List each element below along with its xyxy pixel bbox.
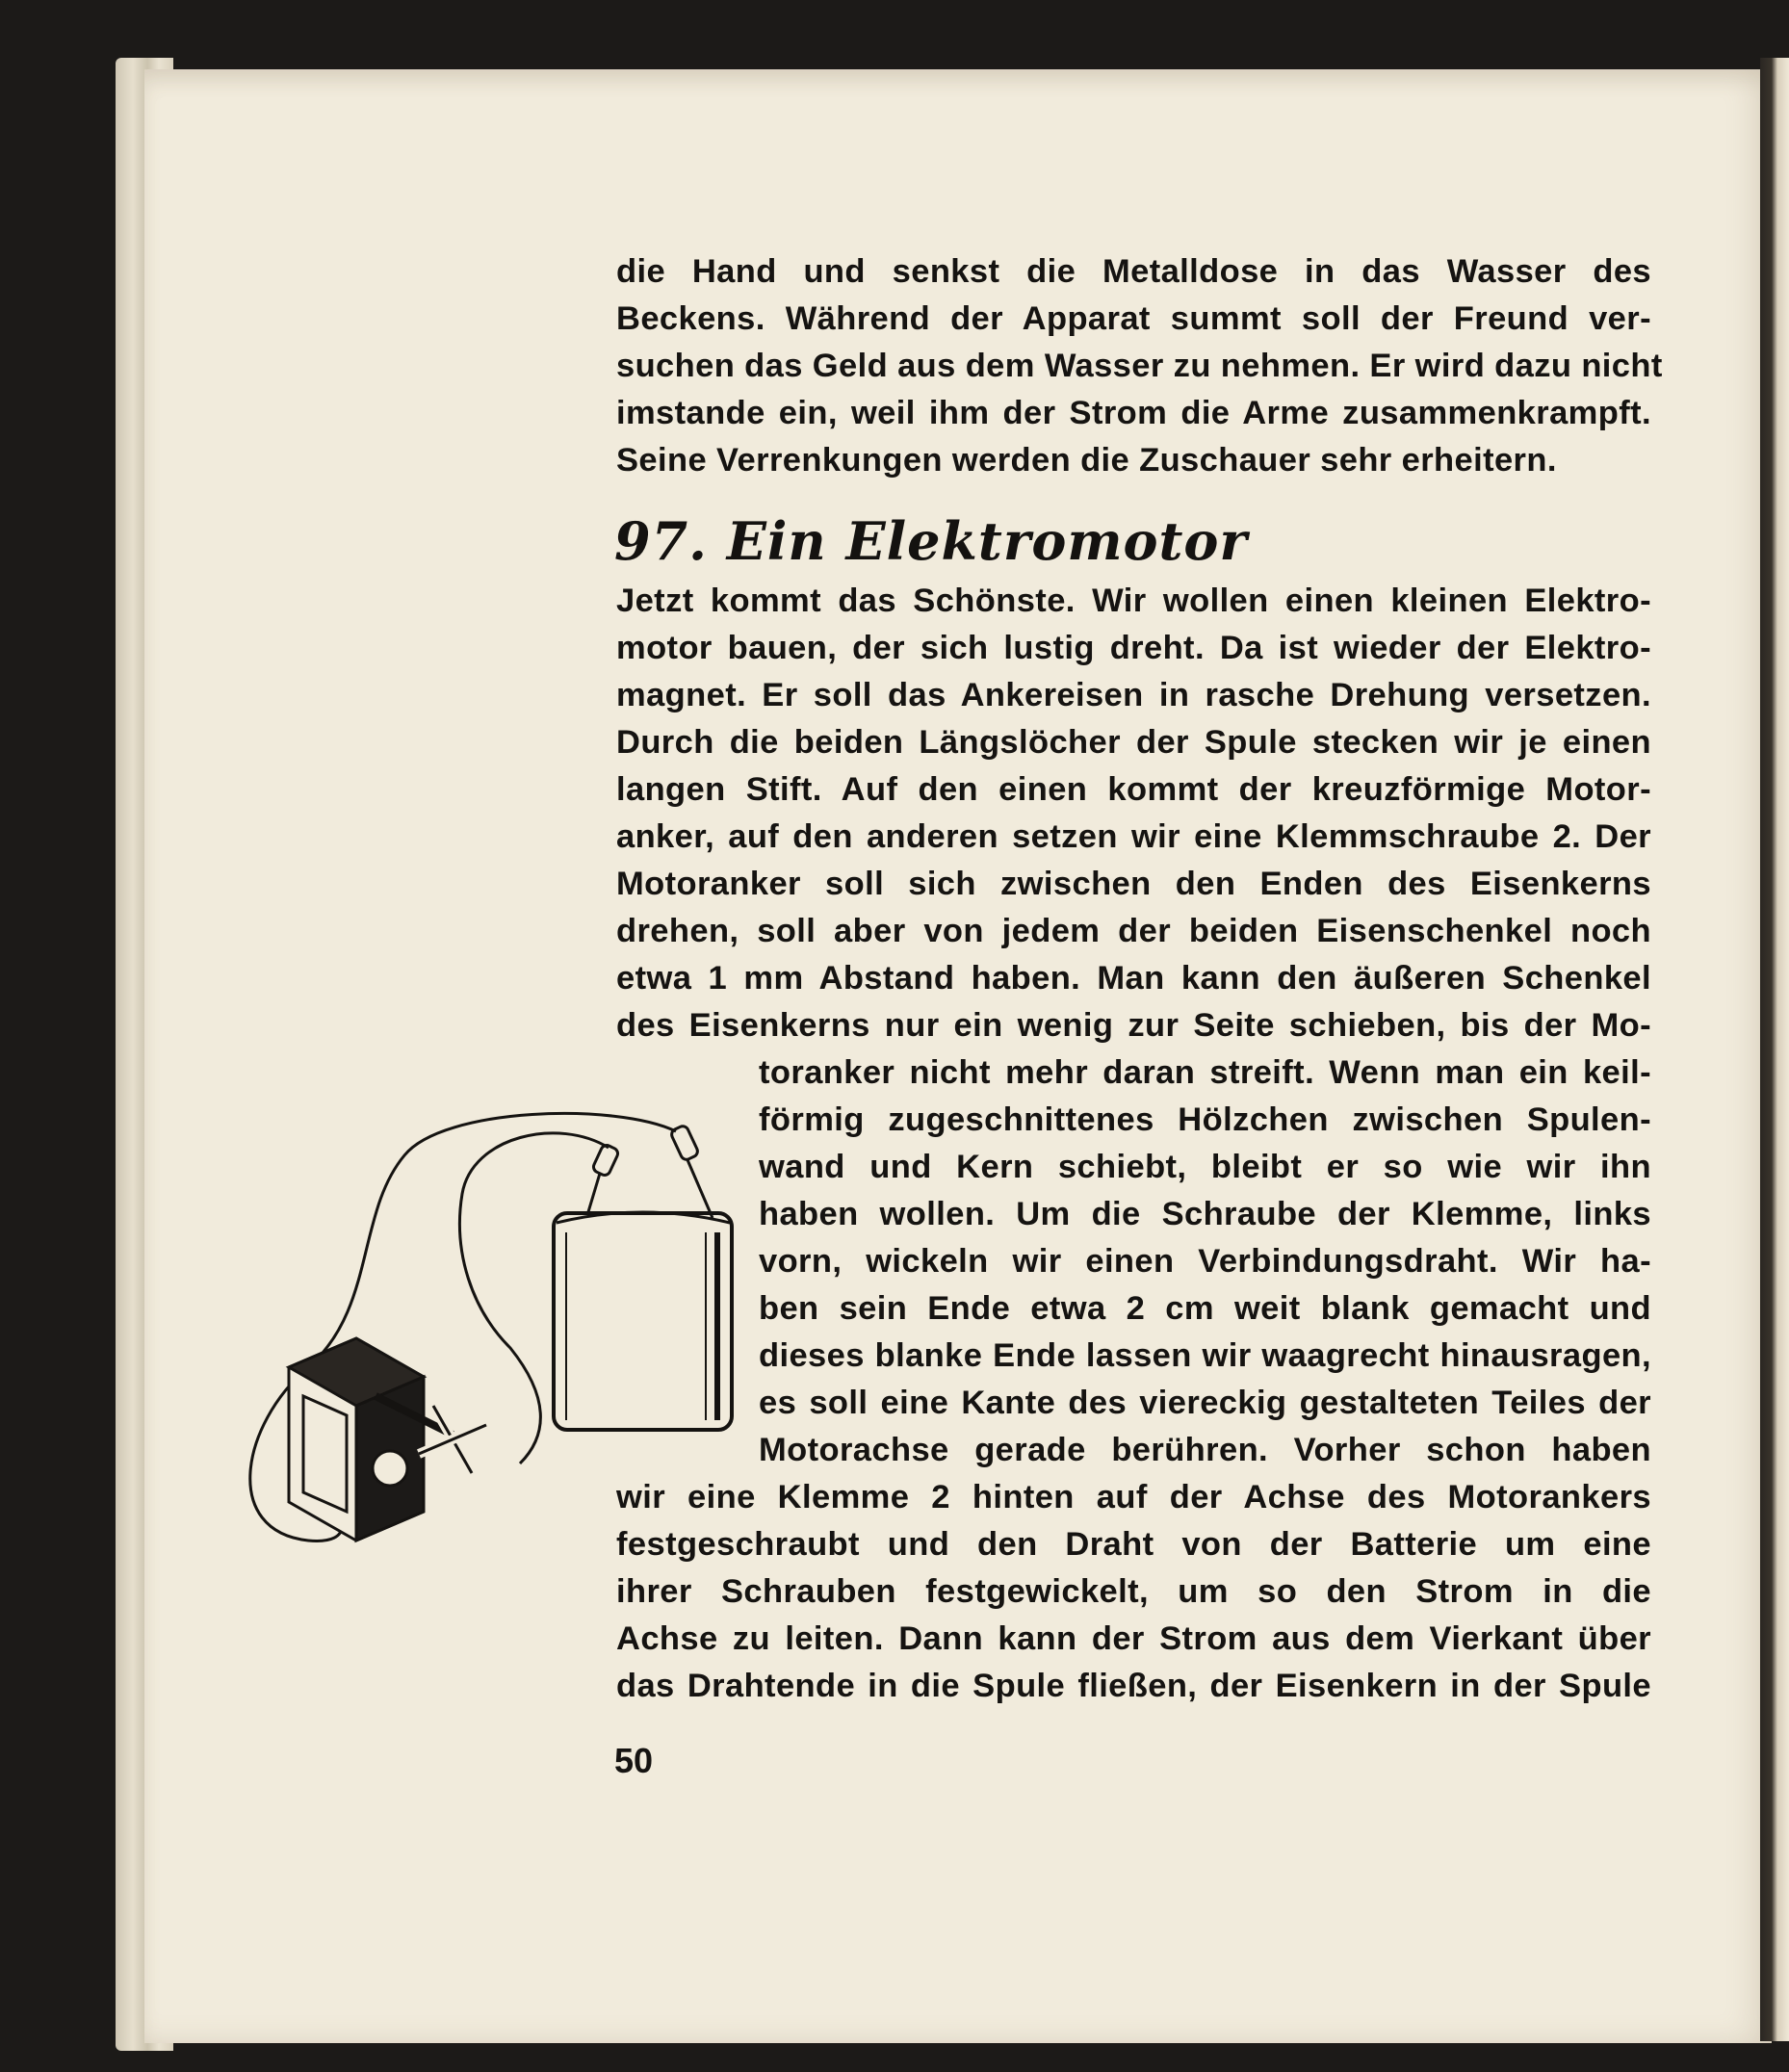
text-line: förmig zugeschnittenes Hölzchen zwischen Spulen-	[759, 1101, 1651, 1138]
text-line: toranker nicht mehr daran streift. Wenn man ein keil-	[759, 1054, 1651, 1091]
text-line: magnet. Er soll das Ankereisen in rasche Drehung versetzen.	[616, 677, 1651, 713]
text-line: wir eine Klemme 2 hinten auf der Achse des Motorankers	[616, 1479, 1651, 1515]
page-number: 50	[614, 1741, 654, 1780]
text-line: es soll eine Kante des viereckig gestalteten Teiles der	[759, 1385, 1651, 1421]
text-line: dieses blanke Ende lassen wir waagrecht hinausragen,	[759, 1337, 1651, 1374]
text-line: das Drahtende in die Spule fließen, der Eisenkern in der Spule	[616, 1668, 1651, 1704]
facing-page-edge	[1760, 58, 1789, 2041]
text-line: Seine Verrenkungen werden die Zuschauer sehr erheitern.	[616, 442, 1557, 479]
text-line: vorn, wickeln wir einen Verbindungsdraht. Wir ha-	[759, 1243, 1651, 1280]
electromotor-illustration	[231, 1088, 770, 1589]
text-line: Achse zu leiten. Dann kann der Strom aus dem Vierkant über	[616, 1620, 1651, 1657]
text-line: Beckens. Während der Apparat summt soll der Freund ver-	[616, 300, 1651, 337]
motor	[289, 1338, 486, 1541]
intro-paragraph	[616, 248, 1663, 484]
text-line: langen Stift. Auf den einen kommt der kreuzförmige Motor-	[616, 771, 1651, 808]
text-line: wand und Kern schiebt, bleibt er so wie wir ihn	[759, 1149, 1651, 1185]
body-paragraph	[616, 578, 1651, 1710]
text-wrapped-around-figure	[759, 1049, 1651, 1474]
section-heading: 97. Ein Elektromotor	[614, 510, 1248, 572]
text-line: die Hand und senkst die Metalldose in das Wasser des	[616, 253, 1651, 290]
text-line: etwa 1 mm Abstand haben. Man kann den äußeren Schenkel	[616, 960, 1651, 997]
text-line: suchen das Geld aus dem Wasser zu nehmen. Er wird dazu nicht	[616, 348, 1663, 384]
text-line: imstande ein, weil ihm der Strom die Arme zusammenkrampft.	[616, 395, 1651, 431]
text-line: Motorachse gerade berühren. Vorher schon haben	[759, 1432, 1651, 1468]
text-line: drehen, soll aber von jedem der beiden Eisenschenkel noch	[616, 913, 1651, 949]
text-line: Motoranker soll sich zwischen den Enden des Eisenkerns	[616, 866, 1651, 902]
text-line: Jetzt kommt das Schönste. Wir wollen einen kleinen Elektro-	[616, 583, 1651, 619]
text-line: ihrer Schrauben festgewickelt, um so den Strom in die	[616, 1573, 1651, 1610]
text-line: ben sein Ende etwa 2 cm weit blank gemacht und	[759, 1290, 1651, 1327]
text-line: des Eisenkerns nur ein wenig zur Seite schieben, bis der Mo-	[616, 1007, 1651, 1044]
text-line: Durch die beiden Längslöcher der Spule stecken wir je einen	[616, 724, 1651, 761]
text-line: haben wollen. Um die Schraube der Klemme, links	[759, 1196, 1651, 1232]
text-line: anker, auf den anderen setzen wir eine Klemmschraube 2. Der	[616, 818, 1651, 855]
battery-terminal-right	[686, 1155, 713, 1218]
text-line: motor bauen, der sich lustig dreht. Da ist wieder der Elektro-	[616, 630, 1651, 666]
terminal-cap-left	[592, 1144, 620, 1178]
text-line: festgeschraubt und den Draht von der Batterie um eine	[616, 1526, 1651, 1563]
